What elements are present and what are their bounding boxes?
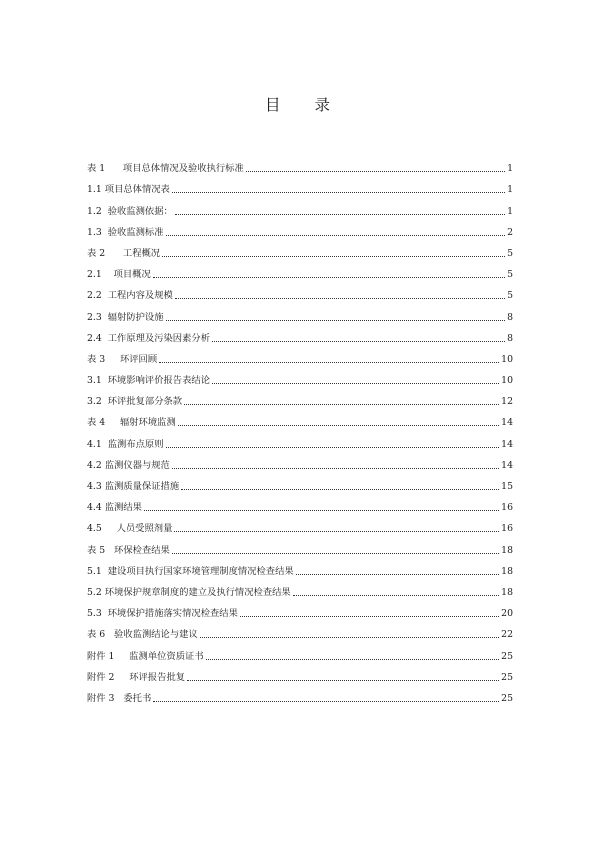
toc-entry-spacing bbox=[105, 417, 120, 429]
toc-entry[interactable] bbox=[87, 663, 513, 684]
toc-entry-page-number: 1 bbox=[507, 163, 513, 175]
toc-entry[interactable] bbox=[87, 514, 513, 535]
toc-entry-number: 1.2 bbox=[87, 205, 102, 217]
toc-entry[interactable] bbox=[87, 599, 513, 620]
toc-dot-leader bbox=[153, 277, 505, 278]
toc-entry-page-number: 8 bbox=[507, 311, 513, 323]
toc-dot-leader bbox=[175, 214, 505, 215]
toc-entry[interactable] bbox=[87, 175, 513, 196]
toc-entry-number: 2.2 bbox=[87, 290, 102, 302]
toc-entry-number: 表 3 bbox=[87, 353, 106, 365]
toc-dot-leader bbox=[144, 510, 499, 511]
toc-entry-number: 4.3 bbox=[87, 481, 102, 492]
toc-entry-page-number: 12 bbox=[501, 396, 513, 408]
toc-entry-number: 附件 2 bbox=[87, 671, 115, 683]
toc-dot-leader bbox=[212, 341, 505, 342]
toc-entry-label: 环评报告批复 bbox=[129, 671, 186, 683]
toc-entry-label: 工作原理及污染因素分析 bbox=[107, 332, 210, 344]
toc-entry-page-number: 25 bbox=[501, 692, 513, 704]
toc-dot-leader bbox=[172, 192, 505, 193]
toc-entry-label: 验收监测依据： bbox=[107, 205, 173, 217]
toc-entry[interactable] bbox=[87, 620, 513, 641]
toc-entry-page-number: 14 bbox=[501, 459, 513, 471]
toc-entry-label: 监测仪器与规范 bbox=[104, 459, 170, 471]
toc-entry[interactable] bbox=[87, 366, 513, 387]
toc-dot-leader bbox=[166, 320, 506, 321]
toc-dot-leader bbox=[159, 362, 499, 363]
toc-entry-spacing bbox=[105, 354, 120, 366]
toc-entry[interactable] bbox=[87, 345, 513, 366]
toc-entry-label: 辐射防护设施 bbox=[107, 311, 164, 323]
toc-entry-page-number: 18 bbox=[501, 586, 513, 598]
toc-entry[interactable] bbox=[87, 302, 513, 323]
toc-entry-label: 环保检查结果 bbox=[114, 544, 170, 556]
toc-entry-number: 5.3 bbox=[87, 608, 102, 620]
toc-entry-spacing bbox=[114, 651, 129, 663]
toc-entry-page-number: 18 bbox=[501, 565, 513, 577]
toc-entry-number: 表 2 bbox=[87, 247, 106, 259]
toc-entry-label: 项目总体情况表 bbox=[104, 184, 170, 196]
toc-entry-page-number: 25 bbox=[501, 671, 513, 683]
toc-entry[interactable] bbox=[87, 324, 513, 345]
toc-entry-label: 工程内容及规模 bbox=[107, 290, 173, 302]
toc-entry[interactable] bbox=[87, 281, 513, 302]
toc-entry-page-number: 1 bbox=[507, 184, 513, 196]
toc-entry-label: 监测质量保证措施 bbox=[104, 481, 180, 492]
toc-entry-label: 项目总体情况及验收执行标准 bbox=[122, 163, 244, 175]
toc-entry[interactable] bbox=[87, 578, 513, 599]
toc-entry-label: 建设项目执行国家环境管理制度情况检查结果 bbox=[107, 565, 294, 577]
toc-entry-page-number: 5 bbox=[507, 247, 513, 259]
toc-entry-number: 2.4 bbox=[87, 332, 102, 344]
toc-entry-label: 环评回顾 bbox=[119, 353, 158, 365]
toc-dot-leader bbox=[175, 298, 505, 299]
toc-entry[interactable] bbox=[87, 429, 513, 450]
toc-entry-spacing bbox=[102, 269, 114, 281]
title-char-1: 目 bbox=[264, 96, 281, 114]
toc-entry[interactable] bbox=[87, 196, 513, 217]
toc-entry-label: 环境影响评价报告表结论 bbox=[107, 375, 210, 387]
toc-entry[interactable] bbox=[87, 387, 513, 408]
toc-entry-number: 3.2 bbox=[87, 396, 102, 408]
toc-entry-spacing bbox=[102, 523, 117, 535]
toc-entry-spacing bbox=[105, 545, 114, 557]
toc-entry[interactable] bbox=[87, 451, 513, 472]
toc-dot-leader bbox=[187, 680, 499, 681]
toc-entry[interactable] bbox=[87, 154, 513, 175]
toc-entry-label: 环境保护措施落实情况检查结果 bbox=[107, 608, 238, 620]
toc-entry[interactable] bbox=[87, 684, 513, 705]
toc-entry-number: 2.3 bbox=[87, 311, 102, 323]
toc-entry-label: 委托书 bbox=[123, 692, 152, 704]
toc-entry[interactable] bbox=[87, 260, 513, 281]
toc-entry-page-number: 5 bbox=[507, 269, 513, 281]
toc-dot-leader bbox=[246, 171, 505, 172]
toc-dot-leader bbox=[162, 256, 505, 257]
toc-entry-number: 5.1 bbox=[87, 565, 102, 577]
toc-dot-leader bbox=[296, 574, 499, 575]
toc-entry-page-number: 1 bbox=[507, 205, 513, 217]
toc-entry-page-number: 14 bbox=[501, 417, 513, 429]
toc-entry-number: 附件 1 bbox=[87, 650, 115, 662]
toc-entry-number: 表 1 bbox=[87, 163, 106, 175]
toc-entry-label: 辐射环境监测 bbox=[119, 417, 176, 429]
toc-entry-label: 环评批复部分条款 bbox=[107, 396, 183, 408]
toc-entry-number: 1.3 bbox=[87, 226, 102, 238]
toc-dot-leader bbox=[181, 489, 499, 490]
toc-entry-spacing bbox=[105, 629, 114, 641]
toc-entry-label: 监测布点原则 bbox=[107, 438, 164, 450]
toc-entry-spacing bbox=[105, 163, 123, 175]
toc-entry-page-number: 2 bbox=[507, 226, 513, 238]
toc-entry-label: 项目概况 bbox=[113, 269, 151, 281]
toc-entry-page-number: 5 bbox=[507, 290, 513, 302]
toc-entry-page-number: 25 bbox=[501, 650, 513, 662]
toc-entry[interactable] bbox=[87, 472, 513, 493]
toc-entry-page-number: 16 bbox=[501, 502, 513, 514]
toc-entry-label: 环境保护规章制度的建立及执行情况检查结果 bbox=[104, 586, 291, 598]
toc-entry-number: 4.5 bbox=[87, 523, 102, 535]
toc-entry[interactable] bbox=[87, 557, 513, 578]
toc-dot-leader bbox=[240, 616, 499, 617]
title-char-2: 录 bbox=[314, 96, 331, 114]
toc-entry-number: 表 4 bbox=[87, 417, 106, 429]
toc-dot-leader bbox=[172, 553, 499, 554]
toc-entry[interactable] bbox=[87, 239, 513, 260]
toc-entry[interactable] bbox=[87, 535, 513, 556]
toc-entry-number: 4.2 bbox=[87, 459, 102, 471]
toc-entry-label: 监测单位资质证书 bbox=[129, 650, 204, 662]
toc-entry-page-number: 10 bbox=[501, 375, 513, 387]
toc-entry-page-number: 8 bbox=[507, 332, 513, 344]
toc-entry-spacing bbox=[114, 693, 123, 705]
toc-entry-number: 5.2 bbox=[87, 586, 102, 598]
toc-entry-number: 4.1 bbox=[87, 438, 102, 450]
toc-dot-leader bbox=[178, 425, 499, 426]
toc-entry-page-number: 22 bbox=[501, 629, 513, 641]
toc-entry-page-number: 20 bbox=[501, 608, 513, 620]
toc-entry-number: 2.1 bbox=[87, 269, 102, 281]
toc-entry-number: 表 6 bbox=[87, 629, 106, 641]
toc-entry-label: 监测结果 bbox=[104, 502, 142, 514]
toc-entry-number: 附件 3 bbox=[87, 692, 115, 704]
toc-dot-leader bbox=[172, 468, 499, 469]
toc-entry-label: 工程概况 bbox=[122, 247, 161, 259]
toc-entry-page-number: 14 bbox=[501, 438, 513, 450]
toc-dot-leader bbox=[212, 383, 499, 384]
toc-entry-spacing bbox=[114, 672, 129, 684]
page-title bbox=[0, 93, 595, 115]
toc-entry[interactable] bbox=[87, 493, 513, 514]
toc-dot-leader bbox=[166, 447, 500, 448]
table-of-contents bbox=[87, 154, 513, 705]
toc-entry-page-number: 16 bbox=[501, 523, 513, 535]
toc-entry-label: 验收监测结论与建议 bbox=[114, 629, 198, 641]
toc-entry-number: 表 5 bbox=[87, 544, 106, 556]
toc-dot-leader bbox=[184, 404, 499, 405]
toc-entry[interactable] bbox=[87, 641, 513, 662]
toc-entry-label: 验收监测标准 bbox=[107, 226, 164, 238]
toc-entry-number: 1.1 bbox=[87, 184, 102, 196]
toc-dot-leader bbox=[293, 595, 499, 596]
toc-entry-page-number: 10 bbox=[501, 353, 513, 365]
toc-entry[interactable] bbox=[87, 218, 513, 239]
toc-entry-spacing bbox=[105, 248, 123, 260]
toc-dot-leader bbox=[153, 701, 499, 702]
toc-entry-number: 4.4 bbox=[87, 502, 102, 514]
toc-dot-leader bbox=[206, 659, 500, 660]
toc-entry-page-number: 15 bbox=[501, 481, 513, 492]
toc-dot-leader bbox=[174, 531, 499, 532]
toc-entry-number: 3.1 bbox=[87, 375, 102, 387]
toc-dot-leader bbox=[166, 235, 506, 236]
toc-dot-leader bbox=[200, 637, 499, 638]
toc-entry[interactable] bbox=[87, 408, 513, 429]
toc-entry-label: 人员受照剂量 bbox=[116, 523, 173, 535]
toc-entry-page-number: 18 bbox=[501, 544, 513, 556]
